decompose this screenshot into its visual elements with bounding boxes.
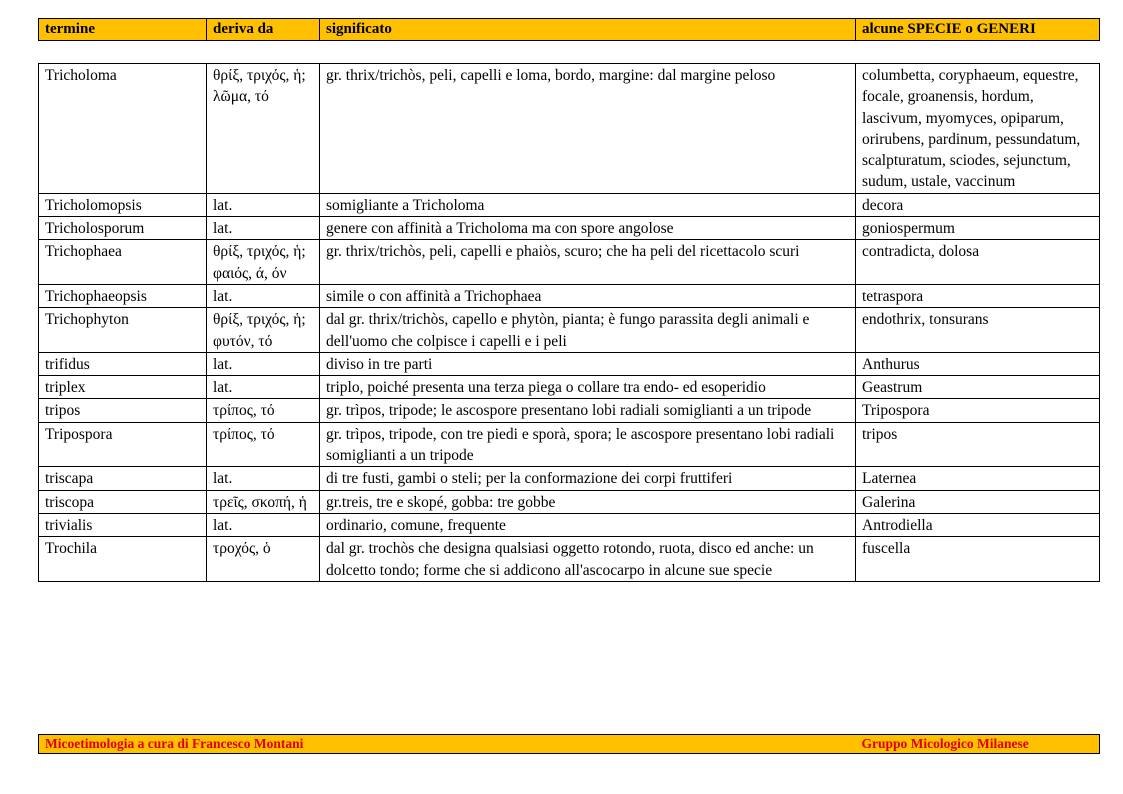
- table-row: [39, 537, 1100, 582]
- cell-termine: triplex: [39, 376, 207, 399]
- table-row: [39, 399, 1100, 422]
- cell-deriva: lat.: [207, 352, 320, 375]
- cell-significato: ordinario, comune, frequente: [320, 513, 856, 536]
- cell-specie: tetraspora: [856, 284, 1100, 307]
- table-row: [39, 490, 1100, 513]
- cell-significato: dal gr. thrix/trichòs, capello e phytòn, pianta; è fungo parassita degli animali e dell'uomo che colpisce i capelli e i peli: [320, 308, 856, 353]
- cell-significato: dal gr. trochòs che designa qualsiasi oggetto rotondo, ruota, disco ed anche: un dolcetto tondo; forme che si addicono all'ascocarpo in alcune sue specie: [320, 537, 856, 582]
- cell-specie: Tripospora: [856, 399, 1100, 422]
- cell-termine: tripos: [39, 399, 207, 422]
- footer-group: Gruppo Micologico Milanese: [856, 735, 1100, 754]
- cell-deriva: lat.: [207, 217, 320, 240]
- cell-specie: goniospermum: [856, 217, 1100, 240]
- cell-deriva: lat.: [207, 284, 320, 307]
- cell-termine: Trichophaeopsis: [39, 284, 207, 307]
- table-row: [39, 240, 1100, 285]
- table-row: [39, 513, 1100, 536]
- cell-deriva: τροχός, ὁ: [207, 537, 320, 582]
- table-row: [39, 284, 1100, 307]
- cell-specie: Laternea: [856, 467, 1100, 490]
- cell-termine: Tricholosporum: [39, 217, 207, 240]
- header-significato: significato: [320, 19, 856, 41]
- cell-deriva: lat.: [207, 193, 320, 216]
- cell-specie: decora: [856, 193, 1100, 216]
- table-row: [39, 422, 1100, 467]
- cell-deriva: lat.: [207, 513, 320, 536]
- cell-termine: triscapa: [39, 467, 207, 490]
- cell-specie: endothrix, tonsurans: [856, 308, 1100, 353]
- cell-deriva: τρεῖς, σκοπή, ἡ: [207, 490, 320, 513]
- cell-specie: Geastrum: [856, 376, 1100, 399]
- header-band: [38, 18, 1100, 41]
- cell-significato: gr. thrix/trichòs, peli, capelli e phaiòs, scuro; che ha peli del ricettacolo scuri: [320, 240, 856, 285]
- cell-deriva: τρίπος, τό: [207, 422, 320, 467]
- table-row: [39, 467, 1100, 490]
- cell-deriva: τρίπος, τό: [207, 399, 320, 422]
- cell-significato: gr. trìpos, tripode, con tre piedi e sporà, spora; le ascospore presentano lobi radiali somiglianti a un tripode: [320, 422, 856, 467]
- cell-significato: gr.treis, tre e skopé, gobba: tre gobbe: [320, 490, 856, 513]
- cell-specie: contradicta, dolosa: [856, 240, 1100, 285]
- cell-deriva: lat.: [207, 376, 320, 399]
- cell-significato: triplo, poiché presenta una terza piega o collare tra endo- ed esoperidio: [320, 376, 856, 399]
- cell-termine: Tricholomopsis: [39, 193, 207, 216]
- footer-credit: Micoetimologia a cura di Francesco Montani: [39, 735, 856, 754]
- cell-significato: somigliante a Tricholoma: [320, 193, 856, 216]
- cell-significato: di tre fusti, gambi o steli; per la conformazione dei corpi fruttiferi: [320, 467, 856, 490]
- cell-deriva: θρίξ, τριχός, ἡ; φυτόν, τό: [207, 308, 320, 353]
- header-deriva: deriva da: [207, 19, 320, 41]
- table-row: [39, 352, 1100, 375]
- table-row: [39, 193, 1100, 216]
- header-termine: termine: [39, 19, 207, 41]
- cell-specie: Galerina: [856, 490, 1100, 513]
- cell-specie: Anthurus: [856, 352, 1100, 375]
- cell-deriva: lat.: [207, 467, 320, 490]
- cell-significato: gr. thrix/trichòs, peli, capelli e loma, bordo, margine: dal margine peloso: [320, 64, 856, 194]
- cell-significato: diviso in tre parti: [320, 352, 856, 375]
- cell-termine: Tricholoma: [39, 64, 207, 194]
- cell-termine: trifidus: [39, 352, 207, 375]
- footer-band: [38, 734, 1100, 754]
- header-specie: alcune SPECIE o GENERI: [856, 19, 1100, 41]
- cell-significato: gr. trìpos, tripode; le ascospore presentano lobi radiali somiglianti a un tripode: [320, 399, 856, 422]
- cell-deriva: θρίξ, τριχός, ἡ; φαιός, ά, όν: [207, 240, 320, 285]
- cell-specie: Antrodiella: [856, 513, 1100, 536]
- cell-significato: simile o con affinità a Trichophaea: [320, 284, 856, 307]
- glossary-table: [38, 63, 1100, 582]
- table-row: [39, 217, 1100, 240]
- cell-termine: triscopa: [39, 490, 207, 513]
- cell-significato: genere con affinità a Tricholoma ma con spore angolose: [320, 217, 856, 240]
- cell-termine: Trichophyton: [39, 308, 207, 353]
- cell-termine: Trochila: [39, 537, 207, 582]
- cell-termine: trivialis: [39, 513, 207, 536]
- cell-deriva: θρίξ, τριχός, ἡ; λῶμα, τό: [207, 64, 320, 194]
- cell-specie: tripos: [856, 422, 1100, 467]
- cell-termine: Tripospora: [39, 422, 207, 467]
- cell-specie: columbetta, coryphaeum, equestre, focale, groanensis, hordum, lascivum, myomyces, opiparum, orirubens, pardinum, pessundatum, scalpturatum, sciodes, sejunctum, sudum, ustale, vaccinum: [856, 64, 1100, 194]
- table-row: [39, 308, 1100, 353]
- table-row: [39, 376, 1100, 399]
- cell-specie: fuscella: [856, 537, 1100, 582]
- table-row: [39, 64, 1100, 194]
- cell-termine: Trichophaea: [39, 240, 207, 285]
